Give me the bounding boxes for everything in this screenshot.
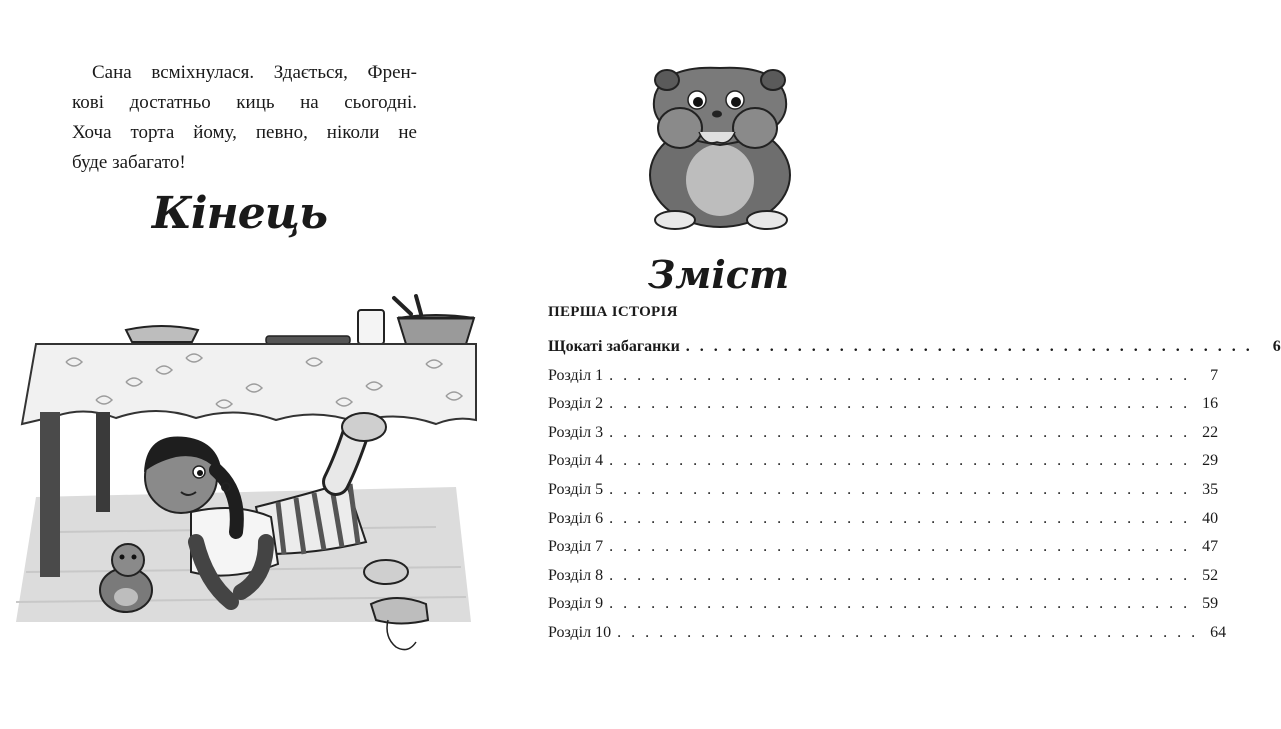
- toc-entry-label: Розділ 10: [548, 623, 612, 641]
- toc-entry[interactable]: [548, 476, 1219, 505]
- toc-entry[interactable]: [548, 505, 1219, 534]
- toc-entry[interactable]: [548, 533, 1219, 562]
- toc-entry-label: Розділ 1: [548, 366, 604, 384]
- toc-leader-dots: . . . . . . . . . . . . . . . . . . . . . . . . . . . . . . . . . . . . . . . . . .: [609, 566, 1191, 584]
- toc-leader-dots: . . . . . . . . . . . . . . . . . . . . . . . . . . . . . . . . . . . . . . . . . .: [609, 509, 1191, 527]
- toc-entry-label: Розділ 3: [548, 423, 604, 441]
- toc-entry-page: 52: [1202, 566, 1219, 584]
- girl-under-table-illustration: [16, 292, 476, 662]
- toc-entry-label: Розділ 9: [548, 595, 604, 613]
- toc-entry-page: 22: [1202, 423, 1219, 441]
- toc-entry-label: Розділ 8: [548, 566, 604, 584]
- toc-entry-label: Розділ 5: [548, 480, 604, 498]
- toc-entry-page: 7: [1210, 366, 1219, 384]
- the-end-heading: Кінець: [151, 188, 328, 239]
- toc-entry-page: 59: [1202, 595, 1219, 613]
- toc-entry[interactable]: [548, 333, 1281, 362]
- toc-entry-page: 29: [1202, 452, 1219, 470]
- hamster-illustration: [635, 50, 805, 235]
- toc-leader-dots: . . . . . . . . . . . . . . . . . . . . . . . . . . . . . . . . . . . . . . . . . .: [609, 366, 1191, 384]
- toc-entry[interactable]: [548, 619, 1227, 648]
- paragraph-line: буде забагато!: [72, 152, 186, 173]
- toc-entry-label: Розділ 4: [548, 452, 604, 470]
- toc-leader-dots: . . . . . . . . . . . . . . . . . . . . . . . . . . . . . . . . . . . . . . . . .: [685, 338, 1253, 355]
- toc-leader-dots: . . . . . . . . . . . . . . . . . . . . . . . . . . . . . . . . . . . . . . . . . .: [617, 623, 1199, 641]
- toc-leader-dots: . . . . . . . . . . . . . . . . . . . . . . . . . . . . . . . . . . . . . . . . . .: [609, 480, 1191, 498]
- toc-entry[interactable]: [548, 390, 1219, 419]
- toc-entry-page: 35: [1202, 480, 1219, 498]
- toc-entry[interactable]: [548, 362, 1219, 391]
- toc-entry[interactable]: [548, 419, 1219, 448]
- toc-entry-label: Щокаті забаганки: [548, 338, 680, 355]
- toc-leader-dots: . . . . . . . . . . . . . . . . . . . . . . . . . . . . . . . . . . . . . . . . . .: [609, 595, 1191, 613]
- paragraph-line: кові достатньо киць на сьогодні.: [72, 92, 417, 113]
- left-page: [0, 0, 479, 729]
- toc-leader-dots: . . . . . . . . . . . . . . . . . . . . . . . . . . . . . . . . . . . . . . . . . .: [609, 452, 1191, 470]
- toc-leader-dots: . . . . . . . . . . . . . . . . . . . . . . . . . . . . . . . . . . . . . . . . . .: [609, 423, 1191, 441]
- toc-entry-page: 6: [1272, 338, 1281, 355]
- toc-entry-page: 64: [1210, 623, 1227, 641]
- toc-entry[interactable]: [548, 562, 1219, 591]
- toc-leader-dots: . . . . . . . . . . . . . . . . . . . . . . . . . . . . . . . . . . . . . . . . . .: [609, 538, 1191, 556]
- story-ending-paragraph: [72, 58, 417, 178]
- toc-title: Зміст: [647, 252, 790, 297]
- toc-entry-page: 47: [1202, 538, 1219, 556]
- toc-entry-label: Розділ 7: [548, 538, 604, 556]
- toc-entry[interactable]: [548, 590, 1219, 619]
- toc-entry-page: 40: [1202, 509, 1219, 527]
- paragraph-line: Хоча торта йому, певно, ніколи не: [72, 122, 417, 143]
- table-of-contents: [548, 304, 1281, 648]
- toc-entry[interactable]: [548, 447, 1219, 476]
- toc-section-heading: ПЕРША ІСТОРІЯ: [548, 304, 678, 320]
- toc-entry-label: Розділ 6: [548, 509, 604, 527]
- toc-entry-page: 16: [1202, 395, 1219, 413]
- toc-entry-label: Розділ 2: [548, 395, 604, 413]
- toc-leader-dots: . . . . . . . . . . . . . . . . . . . . . . . . . . . . . . . . . . . . . . . . . .: [609, 395, 1191, 413]
- paragraph-line: Сана всміхнулася. Здається, Френ-: [92, 62, 417, 83]
- right-page: [479, 0, 1281, 729]
